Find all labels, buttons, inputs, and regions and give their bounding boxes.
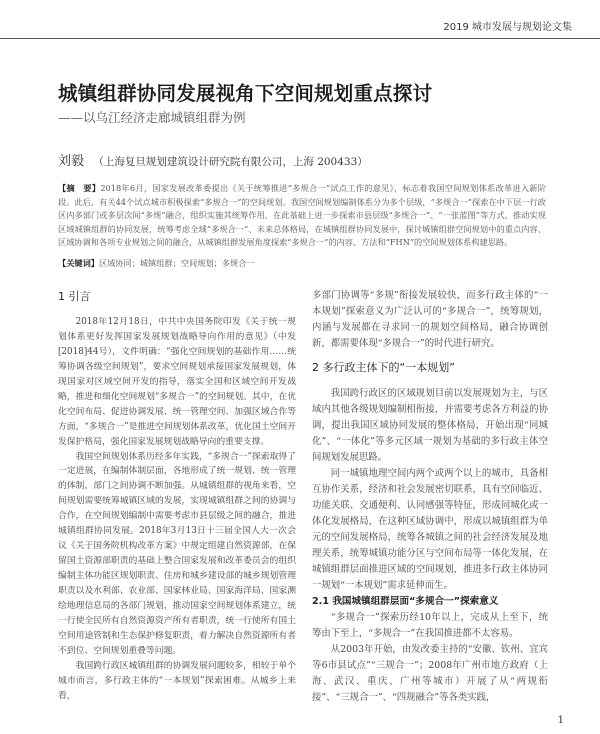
keywords bbox=[58, 258, 546, 269]
paragraph: 2018年12月18日，中共中央国务院印发《关于统一规划体系更好发挥国家发展规划战略导向作用的意见》（中发[2018]44号），文件明确：“强化空间规划的基础作用……统筹协调各级空间规划”，要求空间规划承接国家发展规划，体现国家对区域空间开发的指导，落实全国和区域空间开发战略，推进和细化空间规划“多规合一”的空间规划。其中，在优化空间布局、促进协调发展、统一管理空间、加强区域合作等方面，“多规合一”是推进空间规划体系改革，优化国土空间开发保护格局，强化国家发展规划战略导向的重要支撑。 bbox=[58, 316, 296, 447]
header-divider bbox=[0, 38, 600, 39]
paragraph: 多部门协调等“多规”衔接发展较快，而多行政主体的“一本规划”探索意义为广泛认可的“多规合一”，统筹规划，内涵与发展都在寻求同一的规划空间格局，融合协调创新，都需要体现“多规合一”的时代进行研究。 bbox=[312, 290, 548, 349]
author-affiliation: （上海复旦规划建筑设计研究院有限公司，上海 200433） bbox=[93, 156, 368, 168]
paragraph: 同一城镇地理空间内两个或两个以上的城市，具备相互协作关系，经济和社会发展密切联系，具有空间临近、功能关联、交通便利、认同感强等特征，形成同城化或一体化发展格局，在这种区域协调中，形成以城镇组群为单元的空间发展格局，统筹各城镇之间的社会经济发展及地理关系，统筹城镇功能分区与空间布局等一体化发展，在城镇组群层面推进区域的空间规划，推进多行政主体协同一规划“一本规划”需求延伸而生。 bbox=[312, 467, 548, 591]
paragraph: “多规合一”探索历经10年以上，完成从上至下，统筹由下至上，“多规合一”在我国推进都不太容易。 bbox=[312, 611, 548, 639]
paragraph: 我国跨行政区城镇组群的协调发展问题较多，相较于单个城市而言，多行政主体的“一本规划”探索困难。从城乡上来看， bbox=[58, 660, 296, 701]
section-heading: 1 引言 bbox=[58, 290, 91, 303]
right-column bbox=[312, 288, 548, 706]
article-title: 城镇组群协同发展视角下空间规划重点探讨 bbox=[58, 82, 433, 105]
abstract bbox=[58, 182, 546, 250]
article-subtitle: ——以乌江经济走廊城镇组群为例 bbox=[58, 110, 246, 125]
abstract-text: 2018年6月，国家发展改革委提出《关于统筹推进“多规合一”试点工作的意见》，标志着我国空间规划体系改革进入新阶段。此后，有关44个试点城市积极探索“多规合一”的空间规划。我国空间规划编制体系分为多个层级，“多规合一”探索在中下层一行政区内多部门或多层次间“多规”融合，组织实施其统筹作用，在此基础上进一步探索市县层级“多规合一”、“一张蓝图”等方式，推动实现区域城镇组群的协同发展，统筹考虑全域“多规合一”、未来总体格局，在城镇组群协同发展中，探讨城镇组群空间规划中的重点内容、区域协调和各项专业规划之间的融合，从城镇组群发展角度探索“多规合一”的内容、方法和“FHN”的空间规划体系构建思路。 bbox=[58, 183, 546, 248]
keywords-text: 区域协同；城镇组群；空间规划；多规合一 bbox=[98, 258, 255, 268]
author-name: 刘毅 bbox=[58, 154, 85, 169]
paragraph: 我国空间规划体系历经多年实践，“多规合一”探索取得了一定进展，在编制体制层面，各地形成了统一规划、统一管理的体制，部门之间协调不断加强。从城镇组群的视角来看，空间规划需要统筹城镇区域的发展，实现城镇组群之间的协调与合作，在空间规划编制中需要考虑市县层级之间的融合，推进城镇组群协同发展。2018年3月13日十三届全国人大一次会议《关于国务院机构改革方案》中规定组建自然资源部，在保留国土资源部职责的基础上整合国家发展和改革委员会的组织编制主体功能区规划职责、住房和城乡建设部的城乡规划管理职责以及水利部、农业部、国家林业局、国家海洋局、国家测绘地理信息局的各部门规划，推动国家空间规划体系建立，统一行使全民所有自然资源资产所有者职责，统一行使所有国土空间用途管制和生态保护修复职责，着力解决自然资源所有者不到位、空间规划重叠等问题。 bbox=[58, 451, 296, 656]
abstract-label: 【摘 要】 bbox=[58, 183, 101, 193]
page-number: 1 bbox=[557, 715, 564, 726]
paragraph: 从2003年开始，由发改委主持的“安徽、钦州、宜宾等6市县试点”“三规合一”；2008年广州市地方政府（上海、武汉、重庆、广州等城市）开展了从“两规衔接”、“三规合一”、“四规融合”等各类实践， bbox=[312, 643, 548, 703]
paragraph: 我国跨行政区的区域规划目前以发展规划为主，与区域内其他各级规划编制相衔接，并需要考虑各方利益的协调，提出我国区域协同发展的整体格局，开始出现“同城化”、“一体化”等多元区域一规划为基础的多行政主体空间规划发展思路。 bbox=[312, 387, 548, 463]
left-column bbox=[58, 290, 296, 704]
subsection-heading: 2.1 我国城镇组群层面“多规合一”探索意义 bbox=[312, 595, 499, 607]
author-line bbox=[58, 150, 368, 169]
section-heading: 2 多行政主体下的“一本规划” bbox=[312, 360, 455, 374]
journal-header: 2019 城市发展与规划论文集 bbox=[443, 22, 572, 33]
keywords-label: 【关键词】 bbox=[58, 258, 99, 268]
